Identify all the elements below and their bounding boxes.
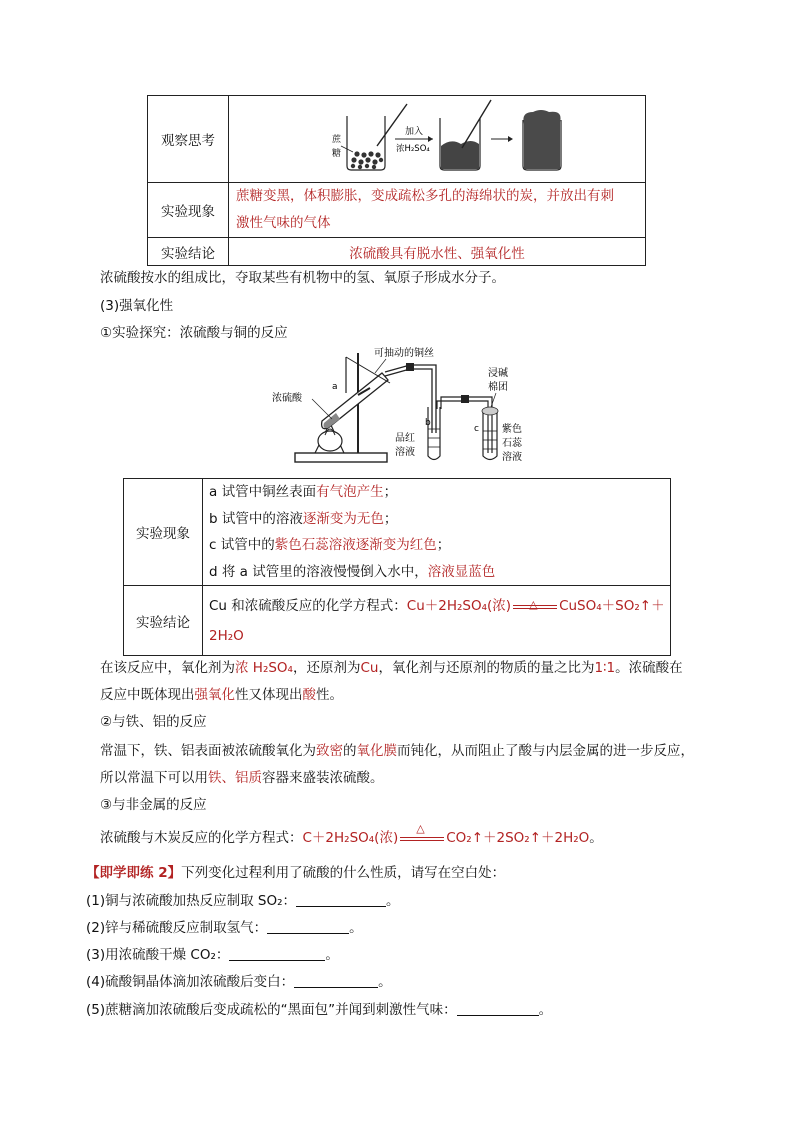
c-solution-1: 紫色	[502, 424, 522, 435]
para-passivation-line-1: 常温下，铁、铝表面被浓硫酸氧化为致密的氧化膜而钝化，从而阻止了酸与内层金属的进一步反应，	[100, 743, 694, 759]
phenomenon-d: d 将 a 试管里的溶液慢慢倒入水中，溶液显蓝色	[209, 563, 496, 580]
sugar-label-2: 糖	[332, 149, 342, 159]
answer-blank-2[interactable]	[267, 919, 349, 934]
sugar-label-1: 蔗	[332, 135, 342, 145]
copper-equation-cell	[203, 586, 671, 656]
acid-label: 浓硫酸	[272, 393, 302, 404]
row-label-phenomenon: 实验现象	[148, 183, 229, 238]
practice-item-3: (3)用浓硫酸干燥 CO₂： 。	[86, 947, 339, 963]
row-label-observe: 观察思考	[148, 96, 229, 183]
row-label-phenomenon-2: 实验现象	[124, 479, 203, 586]
phenomenon-c: c 试管中的紫色石蕊溶液逐渐变为红色；	[209, 537, 451, 553]
subheading-iron-aluminum: ②与铁、铝的反应	[100, 714, 207, 730]
heat-condition-arrow: △	[513, 599, 557, 613]
subheading-nonmetal: ③与非金属的反应	[100, 797, 207, 813]
phenomenon-list	[203, 479, 671, 586]
b-solution-2: 溶液	[395, 447, 415, 458]
wire-label: 可抽动的铜丝	[374, 348, 434, 359]
para-carbon-equation: 浓硫酸与木炭反应的化学方程式：C＋2H₂SO₄(浓) △ CO₂↑＋2SO₂↑＋2H₂O。	[100, 822, 603, 846]
practice-item-2: (2)锌与稀硫酸反应制取氢气： 。	[86, 920, 363, 936]
label-c: c	[474, 424, 479, 434]
equation-right: CuSO₄＋SO₂↑＋	[559, 597, 665, 614]
arrow-label-acid: 浓H₂SO₄	[396, 144, 430, 154]
phenomenon-line-2: 激性气味的气体	[236, 215, 331, 231]
subheading-copper: ①实验探究：浓硫酸与铜的反应	[100, 325, 288, 341]
practice-heading	[86, 861, 505, 881]
para-dehydration: 浓硫酸按水的组成比，夺取某些有机物中的氢、氧原子形成水分子。	[100, 270, 505, 286]
heading-oxidizing: (3)强氧化性	[100, 298, 174, 314]
label-b: b	[425, 418, 431, 428]
practice-intro: 下列变化过程利用了硫酸的什么性质，请写在空白处：	[181, 865, 506, 881]
para-oxidant-line-1: 在该反应中，氧化剂为浓 H₂SO₄，还原剂为Cu，氧化剂与还原剂的物质的量之比为1∶1。浓硫酸在	[100, 660, 683, 676]
practice-item-5: (5)蔗糖滴加浓硫酸后变成疏松的“黑面包”并闻到刺激性气味： 。	[86, 1002, 553, 1018]
table-copper	[123, 478, 671, 656]
phenomenon-line-1: 蔗糖变黑，体积膨胀，变成疏松多孔的海绵状的炭，并放出有刺	[236, 188, 614, 204]
sugar-figure-svg	[229, 96, 645, 182]
answer-blank-3[interactable]	[229, 946, 325, 961]
answer-blank-5[interactable]	[457, 1001, 539, 1016]
phenomenon-a: a 试管中铜丝表面有气泡产生；	[209, 484, 398, 500]
phenomenon-text	[229, 183, 646, 238]
answer-blank-1[interactable]	[296, 892, 386, 907]
row-label-conclusion: 实验结论	[148, 238, 229, 266]
para-passivation-line-2: 所以常温下可以用铁、铝质容器来盛装浓硫酸。	[100, 770, 384, 786]
copper-apparatus-figure	[270, 343, 540, 468]
practice-tag: 【即学即练 2】	[86, 865, 182, 881]
equation-left: Cu＋2H₂SO₄(浓)	[406, 597, 512, 614]
arrow-label-add: 加入	[405, 127, 424, 137]
b-solution-1: 品红	[395, 433, 415, 444]
sugar-experiment-figure	[229, 96, 646, 183]
cotton-label-2: 棉团	[488, 382, 508, 393]
para-oxidant-line-2: 反应中既体现出强氧化性又体现出酸性。	[100, 687, 343, 703]
heat-condition-arrow-2: △	[400, 831, 444, 845]
conclusion-text: 浓硫酸具有脱水性、强氧化性	[229, 238, 646, 266]
c-solution-2: 石蕊	[502, 438, 522, 449]
equation-tail: 2H₂O	[209, 627, 244, 644]
phenomenon-b: b 试管中的溶液逐渐变为无色；	[209, 510, 398, 527]
c-solution-3: 溶液	[502, 452, 522, 463]
practice-item-4: (4)硫酸铜晶体滴加浓硫酸后变白： 。	[86, 974, 392, 990]
table-dehydration	[147, 95, 646, 266]
row-label-conclusion-2: 实验结论	[124, 586, 203, 656]
cotton-label-1: 浸碱	[488, 368, 508, 379]
label-a: a	[332, 382, 338, 392]
answer-blank-4[interactable]	[294, 973, 378, 988]
practice-item-1: (1)铜与浓硫酸加热反应制取 SO₂： 。	[86, 893, 400, 909]
equation-intro: Cu 和浓硫酸反应的化学方程式：	[209, 597, 407, 614]
